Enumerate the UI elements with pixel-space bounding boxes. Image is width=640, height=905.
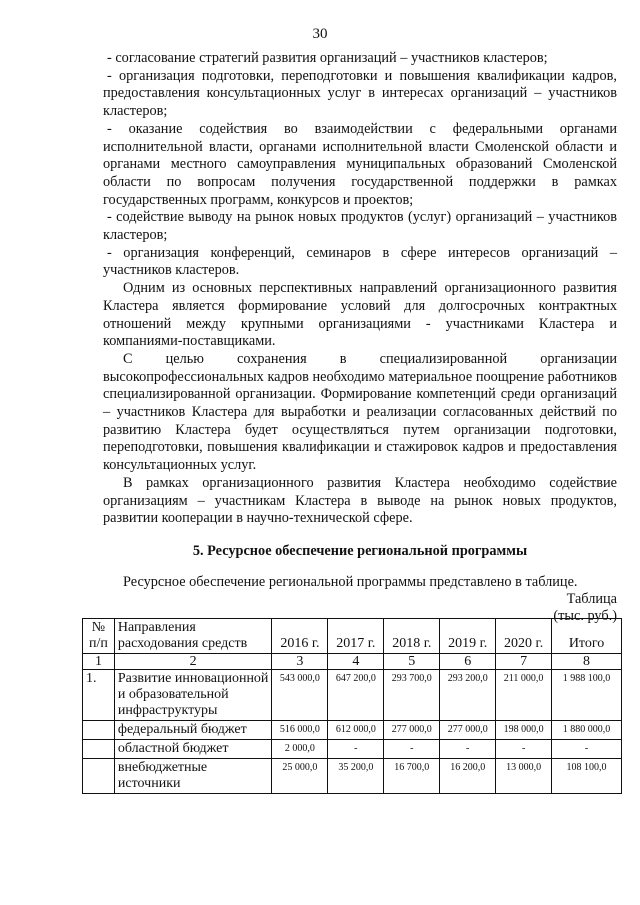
row-label: внебюджетные источники bbox=[114, 759, 272, 794]
cell-2017: - bbox=[328, 740, 384, 759]
cell-2017: 647 200,0 bbox=[328, 670, 384, 721]
row-number bbox=[83, 740, 115, 759]
list-item: - оказание содействия во взаимодействии с федеральными органами исполнительной власти, органами исполнительной власти Смоленской области и органами местного самоуправления муниципальных образований Смоленской области по вопросам получения государственной поддержки в рамках государственных программ, конкурсов и проектов; bbox=[103, 120, 617, 208]
cell-2017: 35 200,0 bbox=[328, 759, 384, 794]
cell-2016: 2 000,0 bbox=[272, 740, 328, 759]
cell-total: - bbox=[552, 740, 622, 759]
cell-2019: 16 200,0 bbox=[440, 759, 496, 794]
table-row bbox=[83, 670, 622, 721]
list-item: - организация конференций, семинаров в сфере интересов организаций – участников кластеров. bbox=[103, 244, 617, 279]
header-2019: 2019 г. bbox=[440, 619, 496, 654]
row-number: 1. bbox=[83, 670, 115, 721]
page-number: 30 bbox=[312, 26, 328, 42]
section-heading: 5. Ресурсное обеспечение региональной программы bbox=[192, 542, 528, 559]
table-header-row bbox=[83, 619, 622, 654]
header-direction: Направления расходования средств bbox=[114, 619, 272, 654]
cell-total: 108 100,0 bbox=[552, 759, 622, 794]
table-row bbox=[83, 740, 622, 759]
cell-2020: 13 000,0 bbox=[496, 759, 552, 794]
row-label: областной бюджет bbox=[114, 740, 272, 759]
table-row bbox=[83, 759, 622, 794]
header-total: Итого bbox=[552, 619, 622, 654]
paragraph: В рамках организационного развития Кластера необходимо содействие организациям – участникам Кластера в выводе на рынок новых продуктов, развитии кооперации в научно-технической сфере. bbox=[103, 474, 617, 527]
column-number: 7 bbox=[496, 654, 552, 670]
column-number: 5 bbox=[384, 654, 440, 670]
body-text bbox=[103, 50, 617, 625]
header-2018: 2018 г. bbox=[384, 619, 440, 654]
column-number: 3 bbox=[272, 654, 328, 670]
cell-2018: 16 700,0 bbox=[384, 759, 440, 794]
cell-2016: 25 000,0 bbox=[272, 759, 328, 794]
row-number bbox=[83, 759, 115, 794]
cell-2018: 277 000,0 bbox=[384, 721, 440, 740]
cell-2019: 293 200,0 bbox=[440, 670, 496, 721]
column-number-row bbox=[83, 654, 622, 670]
header-2017: 2017 г. bbox=[328, 619, 384, 654]
table-intro: Ресурсное обеспечение региональной программы представлено в таблице. bbox=[123, 573, 578, 590]
column-number: 2 bbox=[114, 654, 272, 670]
resource-table bbox=[82, 618, 622, 794]
header-2016: 2016 г. bbox=[272, 619, 328, 654]
paragraph: Одним из основных перспективных направлений организационного развития Кластера является формирование условий для долгосрочных контрактных отношений между крупными организациями - участниками Кластера и компаниями-поставщиками. bbox=[103, 280, 617, 350]
column-number: 6 bbox=[440, 654, 496, 670]
cell-2016: 543 000,0 bbox=[272, 670, 328, 721]
table-units: (тыс. руб.) bbox=[553, 608, 617, 625]
cell-2016: 516 000,0 bbox=[272, 721, 328, 740]
table-caption: Таблица bbox=[566, 591, 617, 608]
column-number: 8 bbox=[552, 654, 622, 670]
row-number bbox=[83, 721, 115, 740]
cell-2018: 293 700,0 bbox=[384, 670, 440, 721]
column-number: 1 bbox=[83, 654, 115, 670]
list-item: - организация подготовки, переподготовки и повышения квалификации кадров, предоставления консультационных услуг в интересах организаций – участников кластеров; bbox=[103, 67, 617, 120]
cell-total: 1 880 000,0 bbox=[552, 721, 622, 740]
list-item: - согласование стратегий развития организаций – участников кластеров; bbox=[107, 50, 548, 66]
header-no: № п/п bbox=[83, 619, 115, 654]
cell-total: 1 988 100,0 bbox=[552, 670, 622, 721]
cell-2019: 277 000,0 bbox=[440, 721, 496, 740]
header-2020: 2020 г. bbox=[496, 619, 552, 654]
cell-2018: - bbox=[384, 740, 440, 759]
row-label: федеральный бюджет bbox=[114, 721, 272, 740]
column-number: 4 bbox=[328, 654, 384, 670]
cell-2020: 198 000,0 bbox=[496, 721, 552, 740]
list-item: - содействие выводу на рынок новых продуктов (услуг) организаций – участников кластеров; bbox=[103, 209, 617, 244]
paragraph: С целью сохранения в специализированной организации высокопрофессиональных кадров необходимо материальное поощрение работников специализированной организации. Формирование компетенций среди организаций – участников Кластера для выработки и реализации согласованных действий по развитию Кластера будет осуществляться путем организации подготовки, переподготовки, повышения квалификации и стажировок кадров и предоставления консультационных услуг. bbox=[103, 350, 617, 474]
cell-2019: - bbox=[440, 740, 496, 759]
table-row bbox=[83, 721, 622, 740]
cell-2020: - bbox=[496, 740, 552, 759]
cell-2017: 612 000,0 bbox=[328, 721, 384, 740]
cell-2020: 211 000,0 bbox=[496, 670, 552, 721]
row-label: Развитие инновационной и образовательной инфраструктуры bbox=[114, 670, 272, 721]
